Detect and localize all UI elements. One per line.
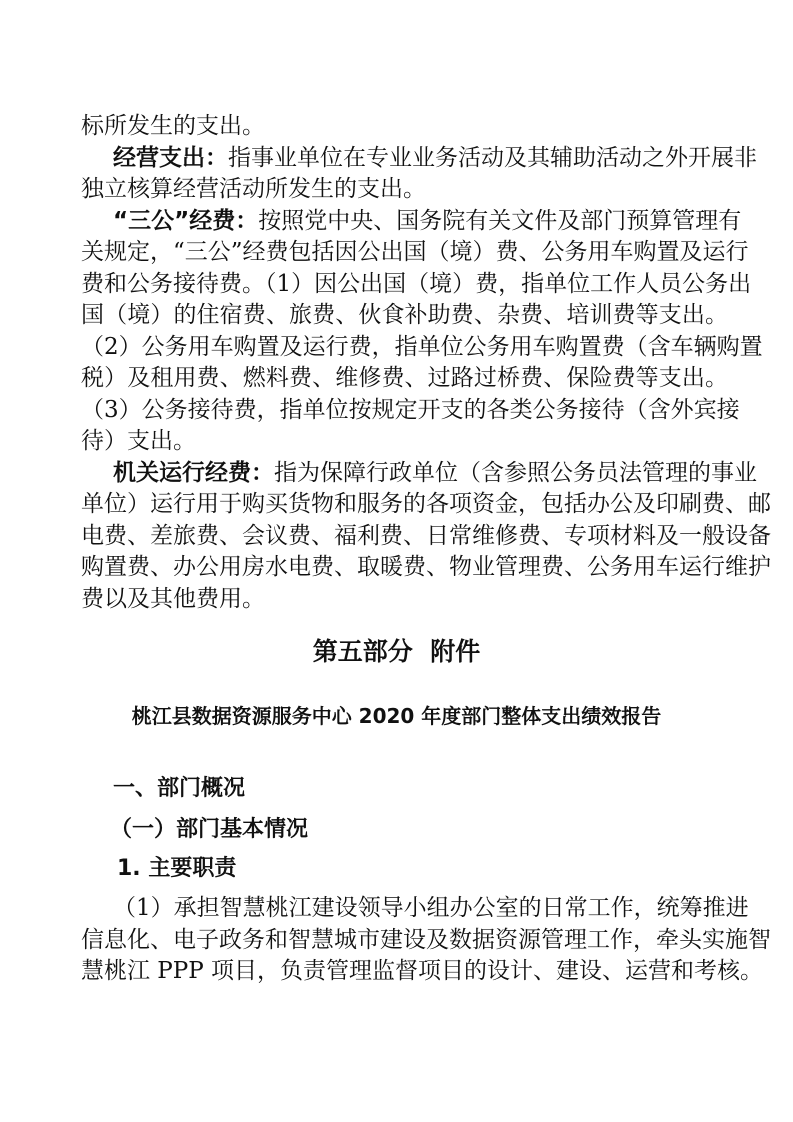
body-line: 关规定，“三公”经费包括因公出国（境）费、公务用车购置及运行 <box>81 239 749 265</box>
body-line: 税）及租用费、燃料费、维修费、过路过桥费、保险费等支出。 <box>81 365 728 391</box>
body-line: 费和公务接待费。（1）因公出国（境）费，指单位工作人员公务出 <box>81 270 752 297</box>
body-text: 按照党中央、国务院有关文件及部门预算管理有 <box>258 207 742 234</box>
term-three-public: “三公”经费： <box>113 207 259 234</box>
body-line: 国（境）的住宿费、旅费、伙食补助费、杂费、培训费等支出。 <box>81 302 728 328</box>
heading-level-2: （一）部门基本情况 <box>110 817 309 842</box>
body-line: 标所发生的支出。 <box>81 113 265 139</box>
part-title: 第五部分 附件 <box>312 637 481 666</box>
body-line: 购置费、办公用房水电费、取暖费、物业管理费、公务用车运行维护 <box>81 554 771 580</box>
term-agency-operation: 机关运行经费： <box>113 459 274 486</box>
body-line: 费以及其他费用。 <box>81 585 265 612</box>
paragraph-operating-expenditure <box>81 143 757 175</box>
body-line: （3）公务接待费，指单位按规定开支的各类公务接待（含外宾接 <box>81 396 740 423</box>
term-operating-expenditure: 经营支出： <box>113 144 228 171</box>
body-text: 指事业单位在专业业务活动及其辅助活动之外开展非 <box>228 144 757 171</box>
body-text: 指为保障行政单位（含参照公务员法管理的事业 <box>274 459 757 486</box>
heading-level-1: 一、部门概况 <box>113 776 246 801</box>
paragraph-three-public <box>81 206 742 238</box>
definitions-section <box>81 111 771 615</box>
duties-section <box>81 893 771 988</box>
heading-level-3: 1. 主要职责 <box>117 856 237 881</box>
body-line: 信息化、电子政务和智慧城市建设及数据资源管理工作，牵头实施智 <box>81 926 771 953</box>
body-line: 独立核算经营活动所发生的支出。 <box>81 176 426 202</box>
paragraph-agency-operation <box>81 458 757 490</box>
body-line: 单位）运行用于购买货物和服务的各项资金，包括办公及印刷费、邮 <box>81 491 771 517</box>
body-line: 慧桃江 PPP 项目，负责管理监督项目的设计、建设、运营和考核。 <box>81 958 764 984</box>
paragraph-duty-1: （1）承担智慧桃江建设领导小组办公室的日常工作，统筹推进 <box>113 895 749 921</box>
body-line: （2）公务用车购置及运行费，指单位公务用车购置费（含车辆购置 <box>81 333 763 360</box>
body-line: 电费、差旅费、会议费、福利费、日常维修费、专项材料及一般设备 <box>81 522 771 549</box>
body-line: 待）支出。 <box>81 428 196 454</box>
report-title: 桃江县数据资源服务中心 2020 年度部门整体支出绩效报告 <box>131 704 662 728</box>
